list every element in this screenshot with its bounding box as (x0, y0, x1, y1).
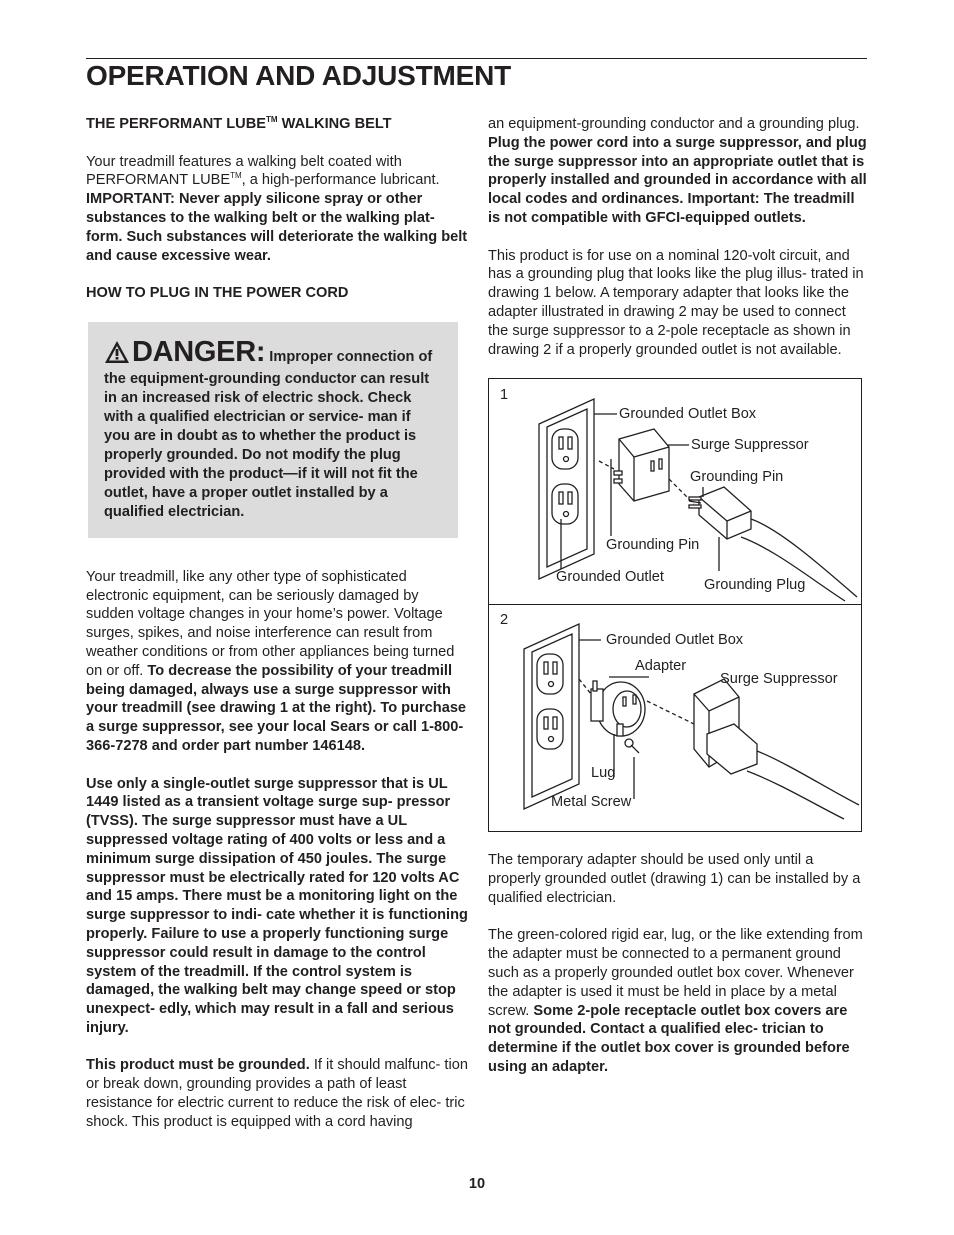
label-metal-screw: Metal Screw (551, 794, 632, 811)
paragraph-temporary-adapter: The temporary adapter should be used only until a properly grounded outlet (drawing 1) can be installed by a qualified electrician. (488, 852, 861, 906)
paragraph-plug-instructions (488, 115, 868, 228)
bold-text: Plug the power cord into a surge suppressor, and plug the surge suppressor into an appropriate outlet that is properly installed and grounded in accordance with all local codes and ordinances. Important: The treadmill is not compatible with GFCI-equipped outlets. (488, 134, 867, 226)
bold-text: Use only a single-outlet surge suppressor that is UL 1449 listed as a transient voltage surge sup- pressor (TVSS). The surge suppressor must have a UL suppressed voltage rating of 400 volts or less and a minimum surge dissipation of 450 joules. The surge suppressor must be electrically rated for 120 volts AC and 15 amps. There must be a monitoring light on the surge suppressor to indi- cate whether it is functioning properly. Failure to use a properly functioning surge suppressor could result in damage to the control system of the treadmill. If the control system is damaged, the walking belt may change speed or stop unexpect- edly, which may result in a fall and serious injury. (86, 775, 468, 1036)
bold-text: Some 2-pole receptacle outlet box covers are not grounded. Contact a qualified elec- trician to determine if the outlet box cover is grounded before using an adapter. (488, 1002, 850, 1075)
label-surge-suppressor-1: Surge Suppressor (691, 437, 809, 454)
label-adapter: Adapter (635, 658, 687, 675)
paragraph-grounding (86, 1056, 468, 1131)
label-grounding-pin-mid: Grounding Pin (606, 537, 700, 554)
section-heading-power-cord: HOW TO PLUG IN THE POWER CORD (86, 285, 349, 302)
important-text: IMPORTANT: Never apply silicone spray or other substances to the walking belt or the walking plat- form. Such substances will deteriorate the walking belt and cause excessive wear. (86, 191, 468, 264)
label-surge-suppressor-2: Surge Suppressor (720, 671, 838, 688)
heading-text-end: WALKING BELT (277, 116, 392, 132)
paragraph-circuit: This product is for use on a nominal 120-volt circuit, and has a grounding plug that looks like the plug illus- trated in drawing 1 below. A temporary adapter that looks like the adapter illustrated in drawing 2 may be used to connect the surge suppressor to a 2-pole receptacle as shown in drawing 2 if a properly grounded outlet is not available. (488, 247, 864, 358)
drawing-2-number: 2 (500, 612, 509, 629)
text-run: Your treadmill, like any other type of sophisticated electronic equipment, can be seriously damaged by sudden voltage changes in your home’s power. Voltage surges, spikes, and noise interference can result from weather conditions or from other appliances being turned on or off. (86, 568, 455, 679)
label-grounding-pin-right: Grounding Pin (690, 469, 784, 486)
paragraph-adapter-grounding (488, 926, 868, 1076)
text-run: If it should malfunc- tion or break down, grounding provides a path of least resistance for electric current to reduce the risk of elec- tric shock. This product is equipped with a cord having (86, 1057, 468, 1130)
danger-box (88, 322, 458, 538)
label-grounded-outlet-box-2: Grounded Outlet Box (606, 632, 744, 649)
plug-drawings-figure (488, 378, 862, 832)
page-number: 10 (468, 1176, 486, 1192)
left-column (86, 115, 468, 1150)
label-lug: Lug (591, 765, 616, 782)
label-grounding-plug: Grounding Plug (704, 577, 806, 594)
trademark-mark: TM (230, 171, 242, 181)
right-column (488, 115, 868, 1096)
paragraph-surge-damage (86, 568, 468, 756)
danger-word: DANGER: (132, 335, 266, 368)
text-run: , a high-performance lubricant. (241, 172, 440, 189)
warning-triangle-icon (104, 340, 130, 370)
label-grounded-outlet: Grounded Outlet (556, 569, 664, 586)
drawing-1-number: 1 (500, 387, 509, 404)
bold-text: To decrease the possibility of your treadmill being damaged, always use a surge suppressor with your treadmill (see drawing 1 at the right). To purchase a surge suppressor, see your local Sears or call 1-800-366-7278 and order part number 146148. (86, 662, 467, 754)
text-run: an equipment-grounding conductor and a grounding plug. (488, 116, 860, 132)
section-heading-walking-belt (86, 115, 468, 134)
bold-text: This product must be grounded. (86, 1057, 310, 1074)
heading-text: THE PERFORMANT LUBE (86, 116, 266, 132)
page-title: OPERATION AND ADJUSTMENT (86, 60, 512, 91)
text-run: Your treadmill features a walking belt coated with PERFORMANT LUBE (86, 153, 402, 189)
trademark-mark: TM (266, 115, 278, 125)
paragraph-walking-belt (86, 153, 468, 266)
danger-text: Improper connection of the equipment-grounding conductor can result in an increased risk of electric shock. Check with a qualified electrician or service- man if you are in doubt as to whether the product is properly grounded. Do not modify the plug provided with the product—if it will not fit the outlet, have a proper outlet installed by a qualified electrician. (104, 348, 433, 520)
text-run: The green-colored rigid ear, lug, or the like extending from the adapter must be connected to a permanent ground such as a properly grounded outlet box cover. Whenever the adapter is used it must be held in place by a metal screw. (488, 927, 863, 1019)
label-grounded-outlet-box-1: Grounded Outlet Box (619, 406, 757, 423)
paragraph-surge-requirements (86, 775, 468, 1038)
figure-divider (489, 604, 861, 605)
